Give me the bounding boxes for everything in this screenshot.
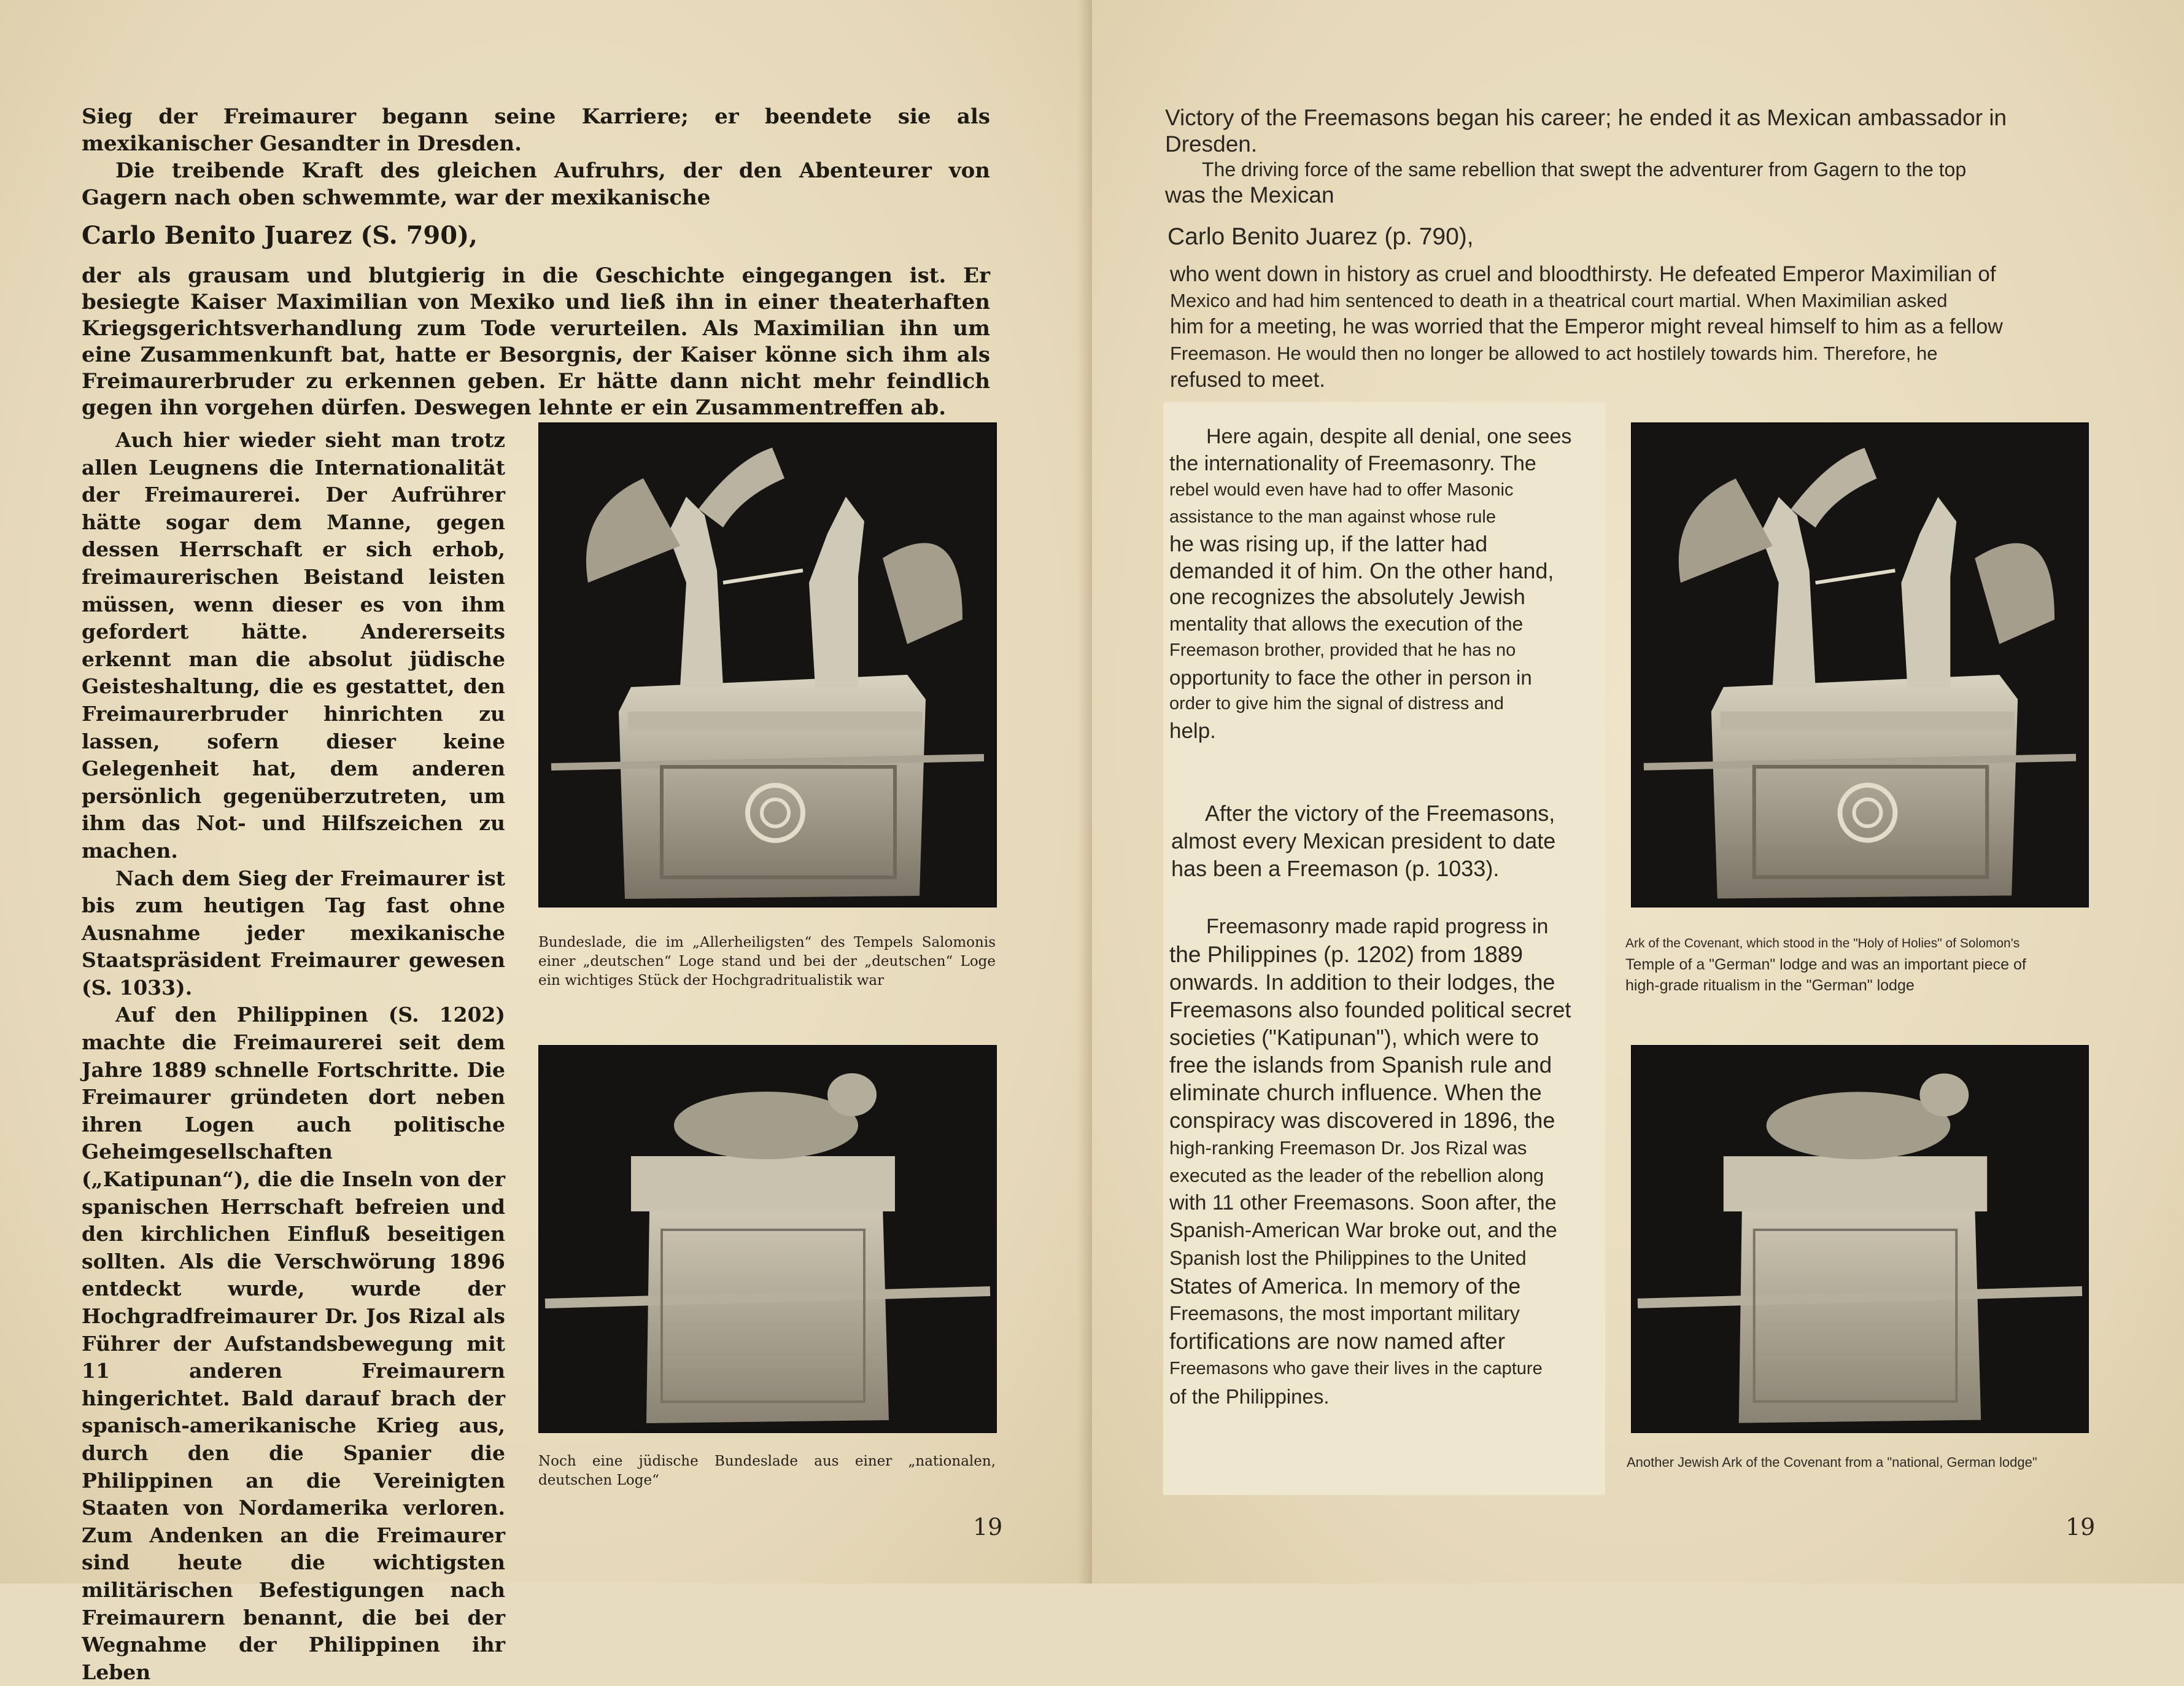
column-line: Spanish lost the Philippines to the United [1169, 1247, 1527, 1269]
top-text-english [1165, 104, 2098, 208]
paragraph-juarez-german: der als grausam und blutgierig in die Geschichte eingegangen ist. Er besiegte Kaiser Maximilian von Mexiko und ließ ihn in einer theaterhaften Kriegsgerichtsverhandlung zum Tode verurteilen. Als Maximilian ihn um eine Zusammenkunft bat, hatte er Besorgnis, der Kaiser könne sich ihm als Freimaurerbruder zu erkennen geben. Er hätte dann nicht mehr feindlich gegen ihn vorgehen dürfen. Deswegen lehnte er ein Zusammentreffen ab. [82, 263, 990, 420]
column-line: one recognizes the absolutely Jewish [1169, 585, 1525, 609]
ark-with-cherubim-icon [539, 423, 996, 907]
column-line: Freemasons also founded political secret [1169, 997, 1571, 1022]
column-line: free the islands from Spanish rule and [1169, 1052, 1552, 1078]
top-text-german [82, 103, 990, 211]
column-line: Freemasons, the most important military [1169, 1302, 1520, 1324]
column-line: demanded it of him. On the other hand, [1169, 557, 1554, 583]
paragraph-line: Freemason. He would then no longer be allowed to act hostilely towards him. Therefore, he [1170, 343, 1938, 364]
photo-ark-lamb-right [1631, 1045, 2089, 1433]
caption-2-german: Noch eine jüdische Bundeslade aus einer „nationalen, deutschen Loge“ [538, 1453, 996, 1488]
caption-line: Temple of a "German" lodge and was an important piece of [1625, 956, 2026, 973]
paragraph-line: refused to meet. [1170, 368, 1325, 392]
column-line: rebel would even have had to offer Masonic [1169, 480, 1514, 500]
column-line: Freemason brother, provided that he has no [1169, 640, 1516, 660]
ark-with-cherubim-icon [1632, 423, 2088, 907]
column-line: of the Philippines. [1169, 1385, 1330, 1408]
column-line: After the victory of the Freemasons, [1205, 801, 1555, 826]
caption-line: high-grade ritualism in the "German" lodge [1625, 977, 1915, 994]
column-line: Here again, despite all denial, one sees [1206, 425, 1572, 448]
caption-line: Ark of the Covenant, which stood in the "Holy of Holies" of Solomon's [1625, 936, 2020, 950]
column-line: he was rising up, if the latter had [1169, 531, 1488, 556]
column-line: Freemasons who gave their lives in the capture [1169, 1359, 1543, 1378]
heading-juarez-german: Carlo Benito Juarez (S. 790), [82, 221, 478, 250]
photo-ark-lamb-left [538, 1045, 997, 1433]
column-line: States of America. In memory of the [1169, 1273, 1521, 1299]
top-text-line: Victory of the Freemasons began his career; he ended it as Mexican ambassador in Dresden. [1165, 105, 2007, 157]
paragraph-line: Mexico and had him sentenced to death in a theatrical court martial. When Maximilian asked [1170, 290, 1948, 311]
column-line: onwards. In addition to their lodges, the [1169, 969, 1555, 995]
page-left-german [0, 0, 1092, 1684]
column-line: assistance to the man against whose rule [1169, 507, 1496, 527]
heading-juarez-english: Carlo Benito Juarez (p. 790), [1168, 223, 1474, 250]
column-line: with 11 other Freemasons. Soon after, the [1169, 1191, 1557, 1214]
column-line: almost every Mexican president to date [1171, 828, 1556, 853]
photo-ark-cherubim-left [538, 422, 997, 907]
column-line: eliminate church influence. When the [1169, 1080, 1542, 1105]
column-1-english [1169, 424, 1593, 744]
column-text-german [82, 427, 505, 1686]
top-text-line-2: Die treibende Kraft des gleichen Aufruhrs, der den Abenteurer von Gagern nach oben schwemmte, war der mexikanische [82, 158, 990, 210]
column-line: has been a Freemason (p. 1033). [1171, 856, 1500, 881]
column-line: societies ("Katipunan"), which were to [1169, 1025, 1539, 1050]
page-number-left: 19 [973, 1513, 1003, 1540]
column-line: help. [1169, 718, 1216, 743]
column-paragraph-1: Auch hier wieder sieht man trotz allen Leugnens die Internationalität der Freimaurerei. Der Aufrührer hätte sogar dem Manne, gegen dessen Herrschaft er sich erhob, freimaurerischen Beistand leisten müssen, wenn dieser es von ihm gefordert hätte. Andererseits erkennt man die absolut jüdische Geisteshaltung, die es gestattet, den Freimaurerbruder hinrichten zu lassen, sofern dieser keine Gelegenheit hat, dem anderen persönlich gegenüberzutreten, um ihm das Not- und Hilfszeichen zu machen. [82, 428, 505, 863]
column-paragraph-2: Nach dem Sieg der Freimaurer ist bis zum heutigen Tag fast ohne Ausnahme jeder mexikanische Staatspräsident Freimaurer gewesen (S. 1033). [82, 866, 505, 1000]
caption-1-german: Bundeslade, die im „Allerheiligsten“ des Tempels Salomonis einer „deutschen“ Loge stand und bei der „deutschen“ Loge ein wichtiges Stück der Hochgradritualistik war [538, 934, 996, 989]
photo-ark-cherubim-right [1631, 422, 2089, 907]
column-paragraph-3: Auf den Philippinen (S. 1202) machte die Freimaurerei seit dem Jahre 1889 schnelle Fortschritte. Die Freimaurer gründeten dort neben ihren Logen auch politische Geheimgesellschaften („Katipunan“), die die Inseln von der spanischen Herrschaft befreien und den kirchlichen Einfluß beseitigen sollten. Als die Verschwörung 1896 entdeckt wurde, wurde der Hochgradfreimaurer Dr. Jos Rizal als Führer der Aufstandsbewegung mit 11 anderen Freimaurern hingerichtet. Bald darauf brach der spanisch-amerikanische Krieg aus, durch den die Spanier die Philippinen an die Vereinigten Staaten von Nordamerika verloren. Zum Andenken an die Freimaurer sind heute die wichtigsten militärischen Befestigungen nach Freimaurern benannt, die bei der Wegnahme der Philippinen ihr Leben [82, 1003, 505, 1684]
paragraph-juarez-english [1170, 261, 2085, 393]
column-line: the internationality of Freemasonry. The [1169, 451, 1536, 475]
column-line: the Philippines (p. 1202) from 1889 [1169, 942, 1523, 967]
column-3-english [1169, 913, 1599, 1410]
paragraph-line: him for a meeting, he was worried that the Emperor might reveal himself to him as a fellow [1170, 315, 2003, 338]
caption-1-english [1625, 933, 2092, 996]
page-number-right: 19 [2066, 1513, 2096, 1540]
caption-2-english: Another Jewish Ark of the Covenant from a "national, German lodge" [1627, 1455, 2037, 1470]
column-line: executed as the leader of the rebellion along [1169, 1165, 1544, 1186]
column-line: mentality that allows the execution of the [1169, 612, 1524, 635]
column-line: opportunity to face the other in person in [1169, 666, 1532, 689]
column-line: conspiracy was discovered in 1896, the [1169, 1108, 1555, 1133]
ark-with-lamb-icon [1632, 1046, 2088, 1432]
column-line: Spanish-American War broke out, and the [1169, 1219, 1557, 1242]
top-text-line: Sieg der Freimaurer begann seine Karriere; er beendete sie als mexikanischer Gesandter in Dresden. [82, 104, 990, 156]
column-line: high-ranking Freemason Dr. Jos Rizal was [1169, 1137, 1527, 1159]
column-2-english [1171, 799, 1595, 882]
top-text-line-2b: was the Mexican [1165, 182, 1334, 208]
top-text-line-2a: The driving force of the same rebellion that swept the adventurer from Gagern to the top [1202, 158, 1967, 181]
column-line: Freemasonry made rapid progress in [1206, 915, 1549, 938]
paragraph-line: who went down in history as cruel and bloodthirsty. He defeated Emperor Maximilian of [1170, 262, 1996, 286]
ark-with-lamb-icon [539, 1046, 996, 1432]
column-line: fortifications are now named after [1169, 1329, 1506, 1354]
column-line: order to give him the signal of distress and [1169, 694, 1504, 713]
